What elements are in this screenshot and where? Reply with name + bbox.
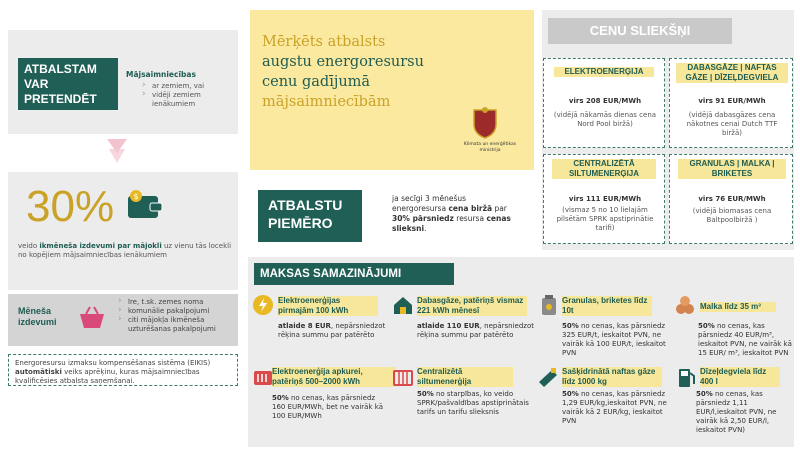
- thresholds-title-box: [548, 18, 732, 44]
- threshold-value: virs 91 EUR/MWh: [698, 97, 766, 105]
- threshold-card: [669, 58, 793, 148]
- payment-text: 50% no cenas, kas pārsniedz 40 EUR/m³, ieskaitot PVN, ne vairāk kā 15 EUR/ m³, ieskaitot PVN: [698, 322, 792, 357]
- threshold-value: virs 76 EUR/MWh: [698, 195, 766, 203]
- households-label: Mājsaimniecības: [126, 70, 196, 79]
- percent-description: veido ikmēneša izdevumi par mājokli uz vienu tās locekli no kopējiem mājsaimniecības ienākumiem: [18, 242, 232, 259]
- heater-icon: [252, 366, 274, 392]
- threshold-name: GRANULAS | MALKA | BRIKETES: [678, 159, 786, 179]
- monthly-item: › komunālie pakalpojumi: [116, 307, 234, 316]
- threshold-note: (vidējā dabasgāzes cena nākotnes cenai Dutch TTF biržā): [686, 111, 778, 137]
- payment-title: Elektroenerģija apkurei, patēriņš 500–2000 kWh: [272, 367, 396, 387]
- payment-text: 50% no cenas, kas pārsniedz 325 EUR/t, ieskaitot PVN, ne vairāk kā 100 EUR/t, ieskaitot PVN: [562, 322, 666, 357]
- thresholds-title: CENU SLIEKŠŅI: [589, 23, 691, 38]
- monthly-item: › citi mājokļa ikmēneša uzturēšanas pakalpojumi: [116, 316, 234, 334]
- threshold-note: (vidējā biomasas cena Baltpoolbiržā ): [692, 207, 772, 224]
- applies-title-box: [258, 190, 362, 242]
- households-item: › ar zemiem, vai: [140, 82, 236, 91]
- firewood-icon: [674, 294, 696, 320]
- payment-text: 50% no cenas, kas pārsniedz 1,11 EUR/l,ieskaitot PVN, ne vairāk kā 2,50 EUR/l, ieskaitot PVN): [696, 390, 777, 434]
- ministry-name: Klimata un enerģētikas ministrija: [463, 142, 517, 153]
- title-line: mājsaimniecībām: [262, 94, 391, 110]
- payment-title: Dīzeļdegviela līdz 400 l: [700, 367, 780, 387]
- threshold-value: virs 111 EUR/MWh: [568, 195, 642, 203]
- house-icon: [392, 294, 414, 320]
- threshold-note: (vidējā nākamās dienas cena Nord Pool biržā): [553, 111, 657, 128]
- households-list: [140, 82, 236, 109]
- payment-text: atlaide 8 EUR, nepārsniedzot rēķina summu par patērēto: [278, 322, 386, 339]
- percent-value: 30%: [26, 182, 115, 231]
- gas-cylinder-icon: [536, 366, 560, 392]
- fuel-pump-icon: [676, 366, 698, 394]
- payment-title: Centralizētā siltumenerģija: [417, 367, 513, 387]
- monthly-title: Mēneša izdevumi: [18, 306, 57, 327]
- monthly-list: [116, 298, 234, 334]
- eikis-note: Energoresursu izmaksu kompensēšanas sistēma (EIKIS) automātiski veiks aprēķinu, kuras mājsaimniecības kvalificēsies atbalsta saņemšanai.: [8, 354, 238, 386]
- down-arrow-icon: [105, 137, 129, 171]
- threshold-name: ELEKTROENERĢIJA: [554, 67, 654, 77]
- radiator-icon: [392, 366, 414, 392]
- threshold-card: [669, 154, 793, 244]
- threshold-card: [543, 154, 665, 244]
- payment-title: Sašķidrinātā naftas gāze līdz 1000 kg: [562, 367, 662, 387]
- payment-title: Elektroenerģijas pirmajām 100 kWh: [278, 296, 378, 316]
- percent-panel: [8, 172, 238, 290]
- svg-text:$: $: [133, 192, 139, 201]
- payments-title: MAKSAS SAMAZINĀJUMI: [260, 268, 402, 280]
- monthly-item: › īre, t.sk. zemes noma: [116, 298, 234, 307]
- pellet-bag-icon: [538, 294, 560, 320]
- title-banner: [250, 10, 534, 170]
- threshold-name: CENTRALIZĒTĀ SILTUMENERĢIJA: [552, 159, 656, 179]
- basket-icon: [78, 306, 106, 334]
- wallet-icon: [126, 190, 166, 224]
- applies-text: ja secīgi 3 mēnešus energoresursa cena biržā par 30% pārsniedz resursa cenas slieksni.: [392, 194, 511, 233]
- eligibility-panel: [8, 30, 238, 134]
- payment-text: atlaide 110 EUR, nepārsniedzot rēķina summu par patērēto: [417, 322, 534, 339]
- payment-text: 50% no cenas, kas pārsniedz 160 EUR/MWh, bet ne vairāk kā 100 EUR/MWh: [272, 394, 384, 420]
- threshold-name: DABASGĀZE | NAFTAS GĀZE | DĪZEĻDEGVIELA: [676, 63, 788, 83]
- monthly-panel: [8, 294, 238, 346]
- threshold-card: [543, 58, 665, 148]
- payment-text: 50% no starpības, ko veido SPRK/pašvaldības apstiprinātais tarifs un tarifu slieksnis: [417, 390, 529, 416]
- threshold-note: (vismaz 5 no 10 lielajām pilsētām SPRK apstiprinātie tarifi): [556, 206, 654, 232]
- payment-title: Granulas, briketes līdz 10t: [562, 296, 652, 316]
- coat-of-arms-icon: [470, 106, 500, 144]
- payments-title-box: [254, 263, 454, 285]
- households-item: › vidēji zemiem ienākumiem: [140, 91, 236, 109]
- eligibility-title: ATBALSTAM VAR PRETENDĒT: [24, 62, 97, 106]
- title-line: augstu energoresursu: [262, 54, 424, 70]
- eligibility-title-box: [18, 58, 118, 110]
- plug-icon: [252, 294, 274, 320]
- threshold-value: virs 208 EUR/MWh: [568, 97, 642, 105]
- payment-title: Dabasgāze, patēriņš vismaz 221 kWh mēnesī: [417, 296, 527, 316]
- main-title: [262, 32, 442, 112]
- title-line: cenu gadījumā: [262, 74, 371, 90]
- payment-text: 50% no cenas, kas pārsniedz 1,29 EUR/kg,ieskaitot PVN, ne vairāk kā 2 EUR/kg, ieskaitot PVN: [562, 390, 667, 425]
- title-line: Mērķēts atbalsts: [262, 34, 386, 50]
- applies-title: ATBALSTU PIEMĒRO: [268, 197, 343, 231]
- payment-title: Malka līdz 35 m³: [700, 302, 776, 312]
